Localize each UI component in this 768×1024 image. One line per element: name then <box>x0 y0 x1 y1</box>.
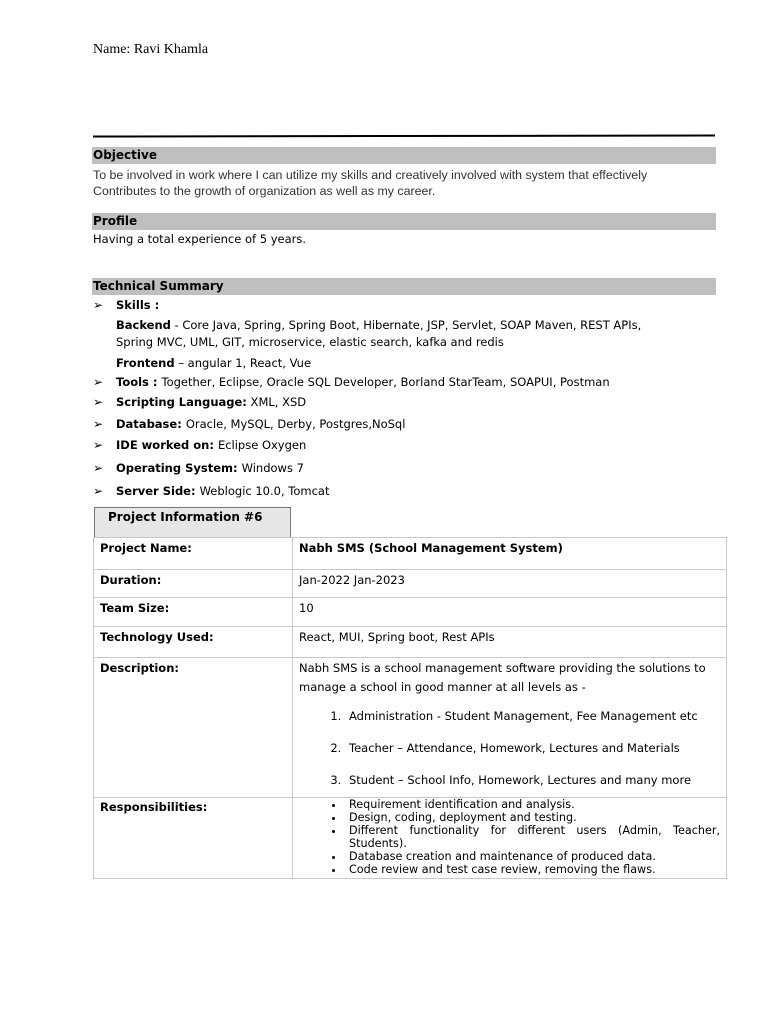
description-cell <box>293 658 727 798</box>
table-row <box>94 627 727 658</box>
project-name-value: Nabh SMS (School Management System) <box>293 538 727 570</box>
responsibilities-list <box>299 798 720 876</box>
list-item: • Code review and test case review, removing the flaws. <box>345 863 720 876</box>
database-value: Oracle, MySQL, Derby, Postgres,NoSql <box>185 417 406 431</box>
tools-value: Together, Eclipse, Oracle SQL Developer, Borland StarTeam, SOAPUI, Postman <box>161 375 610 389</box>
list-item: 1. Administration - Student Management, Fee Management etc <box>345 707 720 726</box>
backend-line1 <box>116 317 641 334</box>
team-size-label: Team Size: <box>94 598 293 627</box>
arrow-bullet-icon: ➢ <box>93 438 104 452</box>
list-item: • Different functionality for different users (Admin, Teacher, Students). <box>345 824 720 850</box>
arrow-bullet-icon: ➢ <box>93 298 104 312</box>
database-label: Database: <box>116 417 186 431</box>
arrow-bullet-icon: ➢ <box>93 417 104 431</box>
server-label: Server Side: <box>116 484 200 498</box>
backend-label: Backend <box>116 318 171 332</box>
responsibilities-label: Responsibilities: <box>94 798 293 879</box>
arrow-bullet-icon: ➢ <box>93 484 104 498</box>
technology-label: Technology Used: <box>94 627 293 658</box>
candidate-name: Name: Ravi Khamla <box>93 42 209 57</box>
arrow-bullet-icon: ➢ <box>93 461 104 475</box>
arrow-bullet-icon: ➢ <box>93 395 104 409</box>
responsibilities-cell <box>293 798 727 879</box>
objective-text-line2: Contributes to the growth of organization as well as my career. <box>93 184 436 198</box>
table-row <box>94 538 727 570</box>
arrow-bullet-icon: ➢ <box>93 375 104 389</box>
backend-value: - Core Java, Spring, Spring Boot, Hibernate, JSP, Servlet, SOAP Maven, REST APIs, <box>170 318 642 332</box>
technology-value: React, MUI, Spring boot, Rest APIs <box>293 627 727 658</box>
server-value: Weblogic 10.0, Tomcat <box>199 484 330 498</box>
frontend-value: – angular 1, React, Vue <box>174 356 312 370</box>
frontend-label: Frontend <box>116 356 175 370</box>
project-name-label: Project Name: <box>94 538 293 570</box>
profile-heading: Profile <box>92 213 716 230</box>
team-size-value: 10 <box>293 598 727 627</box>
ide-label: IDE worked on: <box>116 438 218 452</box>
os-value: Windows 7 <box>241 461 304 475</box>
list-item: 2. Teacher – Attendance, Homework, Lectures and Materials <box>345 739 720 758</box>
os-label: Operating System: <box>116 461 242 475</box>
description-list <box>299 707 720 790</box>
list-item: • Database creation and maintenance of produced data. <box>345 850 720 863</box>
table-row <box>94 570 727 598</box>
table-row <box>94 598 727 627</box>
technical-summary-heading: Technical Summary <box>92 278 716 295</box>
list-item: • Design, coding, deployment and testing. <box>345 811 720 824</box>
list-item: • Requirement identification and analysis. <box>345 798 720 811</box>
header-divider <box>93 134 715 137</box>
project-info-title: Project Information #6 <box>94 507 291 538</box>
skills-label: Skills : <box>116 298 160 312</box>
ide-value: Eclipse Oxygen <box>217 438 307 452</box>
description-intro: Nabh SMS is a school management software providing the solutions to manage a school in good manner at all levels as - <box>299 661 706 694</box>
table-row <box>94 798 727 879</box>
duration-value: Jan-2022 Jan-2023 <box>293 570 727 598</box>
scripting-label: Scripting Language: <box>116 395 247 409</box>
table-row <box>94 658 727 798</box>
frontend-line <box>116 355 311 372</box>
description-label: Description: <box>94 658 293 798</box>
scripting-value: XML, XSD <box>246 395 307 409</box>
objective-text-line1: To be involved in work where I can utilize my skills and creatively involved with system that effectively <box>93 168 648 182</box>
profile-text: Having a total experience of 5 years. <box>93 232 307 246</box>
objective-heading: Objective <box>92 147 716 164</box>
duration-label: Duration: <box>94 570 293 598</box>
backend-line2: Spring MVC, UML, GIT, microservice, elastic search, kafka and redis <box>116 335 504 349</box>
tools-label: Tools : <box>116 375 162 389</box>
list-item: 3. Student – School Info, Homework, Lectures and many more <box>345 771 720 790</box>
project-table <box>93 537 727 879</box>
